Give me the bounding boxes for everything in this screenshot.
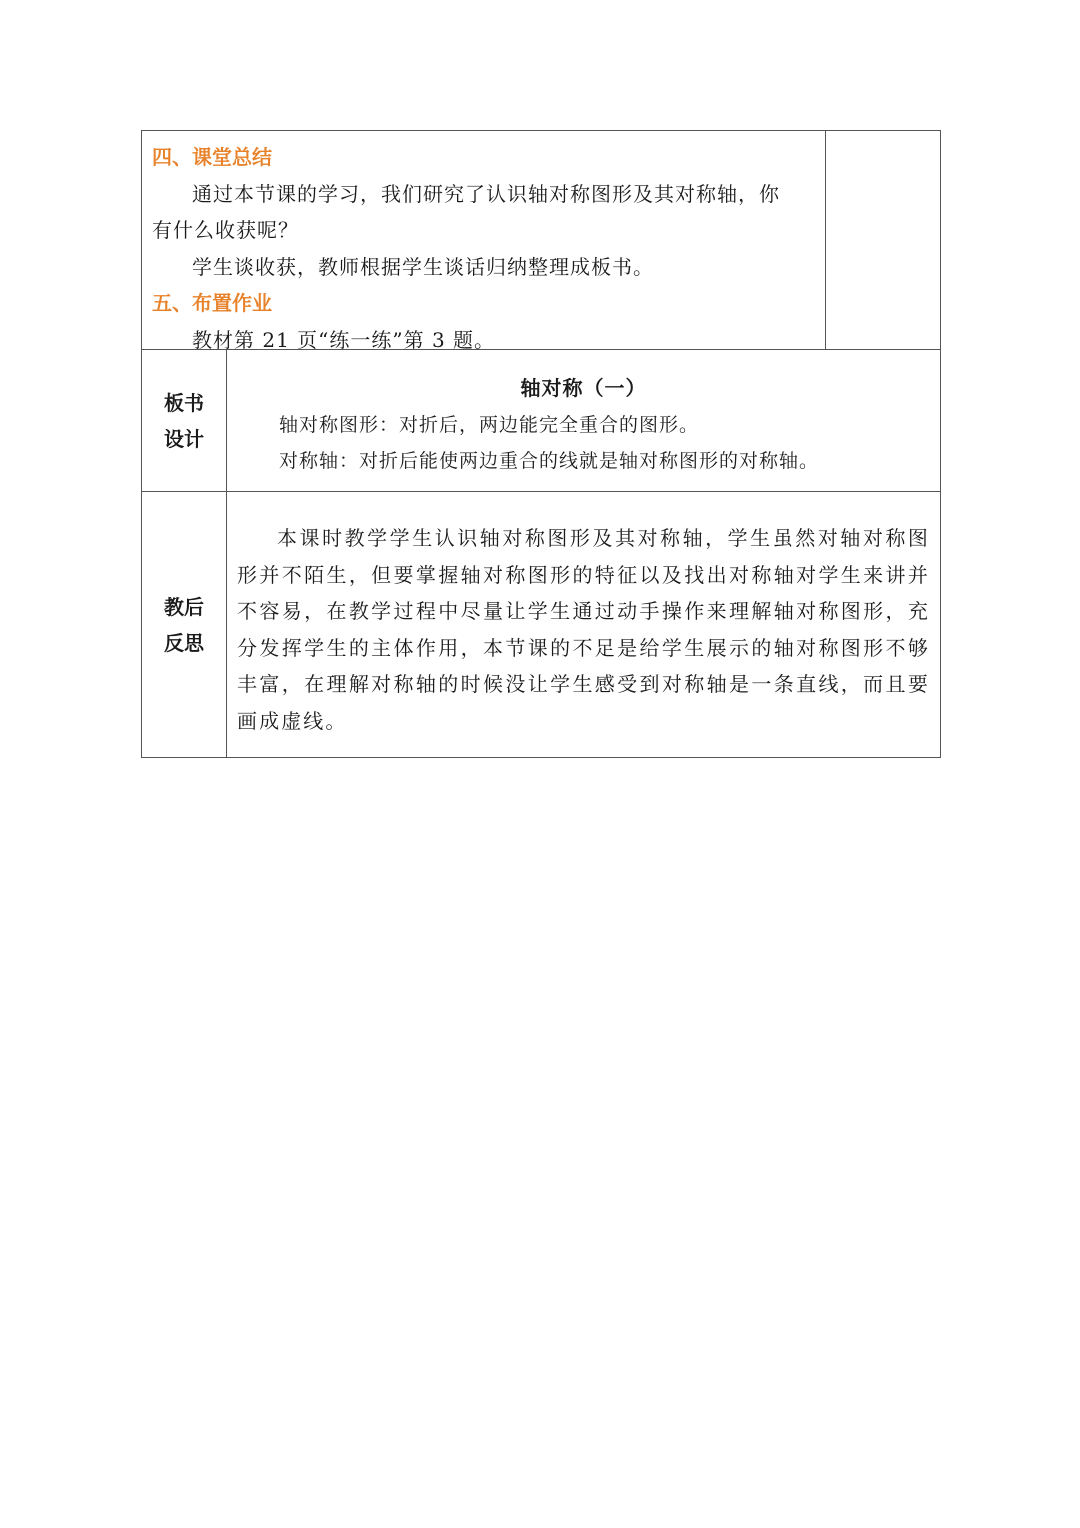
board-label-line2: 设计 — [164, 426, 204, 451]
summary-paragraph-line2: 有什么收获呢？ — [152, 218, 299, 242]
reflection-content — [227, 492, 940, 757]
reflection-label-line2: 反思 — [164, 630, 204, 655]
empty-notes-cell — [826, 131, 940, 349]
summary-homework-cell — [142, 131, 826, 352]
board-title: 轴对称（一） — [520, 376, 647, 400]
summary-heading: 四、课堂总结 — [152, 145, 272, 169]
summary-homework-row — [141, 130, 941, 350]
summary-paragraph-line1: 通过本节课的学习，我们研究了认识轴对称图形及其对称轴，你 — [192, 181, 780, 206]
reflection-row — [141, 492, 941, 758]
reflection-label — [142, 492, 227, 757]
board-design-label — [142, 350, 227, 491]
board-definition-figure: 轴对称图形：对折后，两边能完全重合的图形。 — [279, 413, 700, 436]
board-design-content — [227, 350, 940, 491]
board-design-row — [141, 350, 941, 492]
reflection-text: 本课时教学学生认识轴对称图形及其对称轴，学生虽然对轴对称图形并不陌生，但要掌握轴对称图形的特征以及找出对称轴对学生来讲并不容易，在教学过程中尽量让学生通过动手操作来理解轴对称图形，充分发挥学生的主体作用，本节课的不足是给学生展示的轴对称图形不够丰富，在理解对称轴的时候没让学生感受到对称轴是一条直线，而且要画成虚线。 — [237, 526, 930, 733]
board-definition-axis: 对称轴：对折后能使两边重合的线就是轴对称图形的对称轴。 — [279, 450, 820, 472]
summary-paragraph2: 学生谈收获，教师根据学生谈话归纳整理成板书。 — [192, 254, 654, 279]
homework-heading: 五、布置作业 — [152, 291, 272, 315]
board-label-line1: 板书 — [164, 390, 204, 415]
reflection-label-line1: 教后 — [164, 594, 204, 619]
lesson-plan-table — [141, 130, 941, 758]
homework-text: 教材第 21 页“练一练”第 3 题。 — [192, 327, 496, 352]
